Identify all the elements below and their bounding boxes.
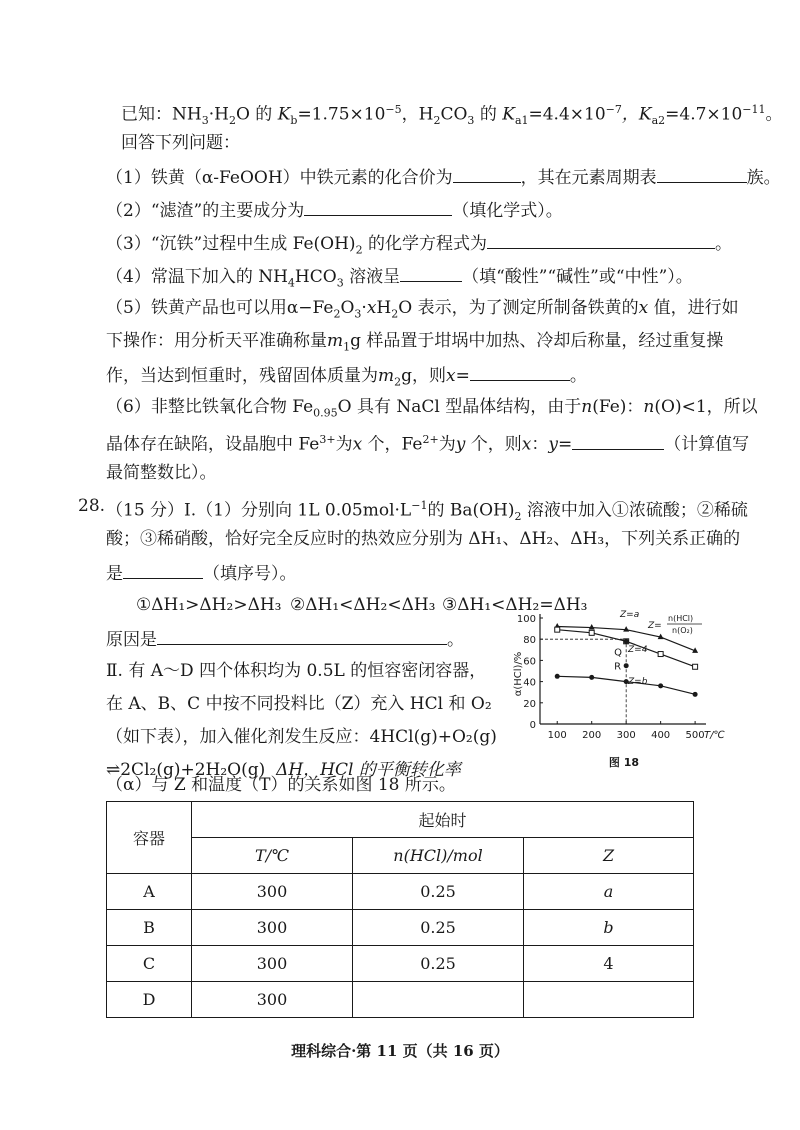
answer-blank[interactable] — [304, 197, 452, 216]
cell-container: D — [107, 982, 192, 1018]
cell-z: 4 — [524, 946, 694, 982]
given-constants: 已知：$NH_3\cdot H_2O$ 的 $K_b=1.75\times 10^{-5}$，$H_2CO_3$ 的 $K_{a1}=4.4\times 10^{-7}$，$K_{a2}=4.7\times 10^{-11}$。 — [121, 103, 783, 128]
figure-18-chart — [512, 606, 725, 781]
annotation-point — [624, 663, 629, 668]
answer-blank[interactable] — [572, 431, 664, 450]
question-5-line-1: （5）铁黄产品也可以用$\alpha-Fe_2O_3\cdot xH_2O$ 表示，为了测定所制备铁黄的x 值，进行如 — [106, 298, 739, 321]
label-z-def: Z= — [648, 621, 662, 631]
y-tick-label: 60 — [523, 656, 536, 668]
x-tick-label: 500 — [685, 730, 705, 741]
question-28-line-2: 酸；③稀硝酸，恰好完全反应时的热效应分别为 ΔH₁、ΔH₂、ΔH₃，下列关系正确的 — [106, 529, 741, 549]
header-n-hcl: n(HCl)/mol — [353, 838, 524, 874]
cell-n-hcl: 0.25 — [353, 946, 524, 982]
part2-line-4: ⇌2Cl₂(g)+2H₂O(g) ΔH，HCl 的平衡转化率 — [106, 760, 461, 780]
container-table — [106, 801, 694, 1018]
cell-container: C — [107, 946, 192, 982]
question-5-line-3: 作，当达到恒重时，残留固体质量为$m_2g$，则x= 。 — [106, 362, 587, 394]
header-z: Z — [524, 838, 694, 874]
header-start: 起始时 — [192, 802, 694, 838]
label-z-a: Z=a — [620, 610, 640, 620]
data-point — [658, 652, 663, 657]
cell-z — [524, 982, 694, 1018]
x-tick-label: 400 — [651, 730, 671, 741]
answer-blank[interactable] — [400, 263, 462, 282]
answer-blank[interactable] — [487, 230, 715, 249]
cell-n-hcl: 0.25 — [353, 874, 524, 910]
part2-line-1: Ⅱ. 有 A～D 四个体积均为 0.5L 的恒容密闭容器， — [106, 661, 487, 681]
cell-n-hcl: 0.25 — [353, 910, 524, 946]
table-row — [107, 946, 694, 982]
part2-line-2: 在 A、B、C 中按不同投料比（Z）充入 HCl 和 O₂ — [106, 694, 492, 714]
label-z-4: Z=4 — [628, 645, 648, 655]
y-tick-label: 80 — [523, 635, 536, 647]
cell-temperature: 300 — [192, 982, 353, 1018]
part2-line-5: （α）与 Z 和温度（T）的关系如图 18 所示。 — [106, 775, 456, 795]
answer-blank[interactable] — [453, 164, 521, 183]
annotation-point — [624, 639, 629, 644]
cell-container: A — [107, 874, 192, 910]
data-point — [623, 626, 629, 632]
question-28-line-3: 是 （填序号）。 — [106, 560, 297, 586]
answer-blank[interactable] — [123, 560, 203, 579]
answer-prompt: 回答下列问题： — [121, 133, 240, 153]
y-tick-label: 20 — [523, 698, 536, 710]
header-temperature: T/℃ — [192, 838, 353, 874]
cell-temperature: 300 — [192, 874, 353, 910]
y-tick-label: 0 — [529, 720, 536, 731]
part2-line-3: （如下表），加入催化剂发生反应：4HCl(g)+O₂(g) — [106, 727, 497, 747]
header-container: 容器 — [107, 802, 192, 874]
label-q: Q — [614, 647, 623, 659]
label-frac-num: n(HCl) — [668, 614, 694, 623]
option-3: ③ΔH₁<ΔH₂=ΔH₃ — [442, 595, 588, 615]
question-5-line-2: 下操作：用分析天平准确称量$m_1g$ 样品置于坩埚中加热、冷却后称量，经过重复操 — [106, 331, 724, 354]
question-6-line-1: （6）非整比铁氧化合物 $Fe_{0.95}O$ 具有 NaCl 型晶体结构，由于n(Fe)：n(O)<1，所以 — [106, 397, 758, 420]
data-point — [589, 630, 594, 635]
data-point — [589, 624, 595, 630]
data-point — [693, 692, 698, 697]
x-axis-unit: T/℃ — [704, 730, 725, 741]
option-2: ②ΔH₁<ΔH₂<ΔH₃ — [290, 595, 436, 615]
label-frac-den: n(O₂) — [672, 626, 693, 635]
cell-z: b — [524, 910, 694, 946]
chart-labels — [513, 610, 725, 769]
table-row — [107, 982, 694, 1018]
data-point — [555, 674, 560, 679]
cell-container: B — [107, 910, 192, 946]
label-z-b: Z=b — [628, 677, 648, 687]
option-1: ①ΔH₁>ΔH₂>ΔH₃ — [136, 595, 282, 615]
reason-line: 原因是 。 — [106, 626, 464, 652]
figure-caption: 图 18 — [608, 756, 640, 769]
table-row — [107, 910, 694, 946]
question-6-line-3: 最简整数比）。 — [106, 463, 217, 483]
question-1: （1）铁黄（α-FeOOH）中铁元素的化合价为 ，其在元素周期表 族。 — [106, 164, 781, 190]
label-r: R — [614, 661, 622, 673]
question-28-number: 28. — [78, 496, 106, 516]
data-point — [658, 683, 663, 688]
answer-blank[interactable] — [657, 164, 747, 183]
data-point — [555, 627, 560, 632]
table-row — [107, 874, 694, 910]
y-tick-label: 100 — [516, 614, 536, 625]
x-tick-label: 100 — [547, 730, 567, 741]
question-3: （3）“沉铁”过程中生成 $Fe(OH)_2$ 的化学方程式为 。 — [106, 230, 732, 262]
y-tick-label: 40 — [523, 677, 536, 689]
page-footer: 理科综合·第 11 页（共 16 页） — [291, 1042, 509, 1060]
cell-z: a — [524, 874, 694, 910]
question-6-line-2: 晶体存在缺陷，设晶胞中 $Fe^{3+}$为x 个，$Fe^{2+}$为y 个，则x：y= （计算值写 — [106, 428, 749, 457]
cell-temperature: 300 — [192, 910, 353, 946]
answer-blank[interactable] — [470, 362, 570, 381]
x-tick-label: 300 — [616, 730, 636, 741]
data-point — [693, 664, 698, 669]
question-2: （2）“滤渣”的主要成分为 （填化学式）。 — [106, 197, 563, 223]
cell-temperature: 300 — [192, 946, 353, 982]
x-tick-label: 200 — [582, 730, 602, 741]
y-axis-label: α(HCl)/% — [513, 651, 524, 697]
question-4: （4）常温下加入的 $NH_4HCO_3$ 溶液呈 （填“酸性”“碱性”或“中性”）。 — [106, 263, 693, 295]
answer-blank[interactable] — [157, 626, 447, 645]
question-28-line-1: （15 分）Ⅰ.（1）分别向 1L $0.05mol\cdot L^{-1}$的 $Ba(OH)_2$ 溶液中加入①浓硫酸；②稀硫 — [106, 499, 748, 524]
data-point — [589, 675, 594, 680]
cell-n-hcl — [353, 982, 524, 1018]
